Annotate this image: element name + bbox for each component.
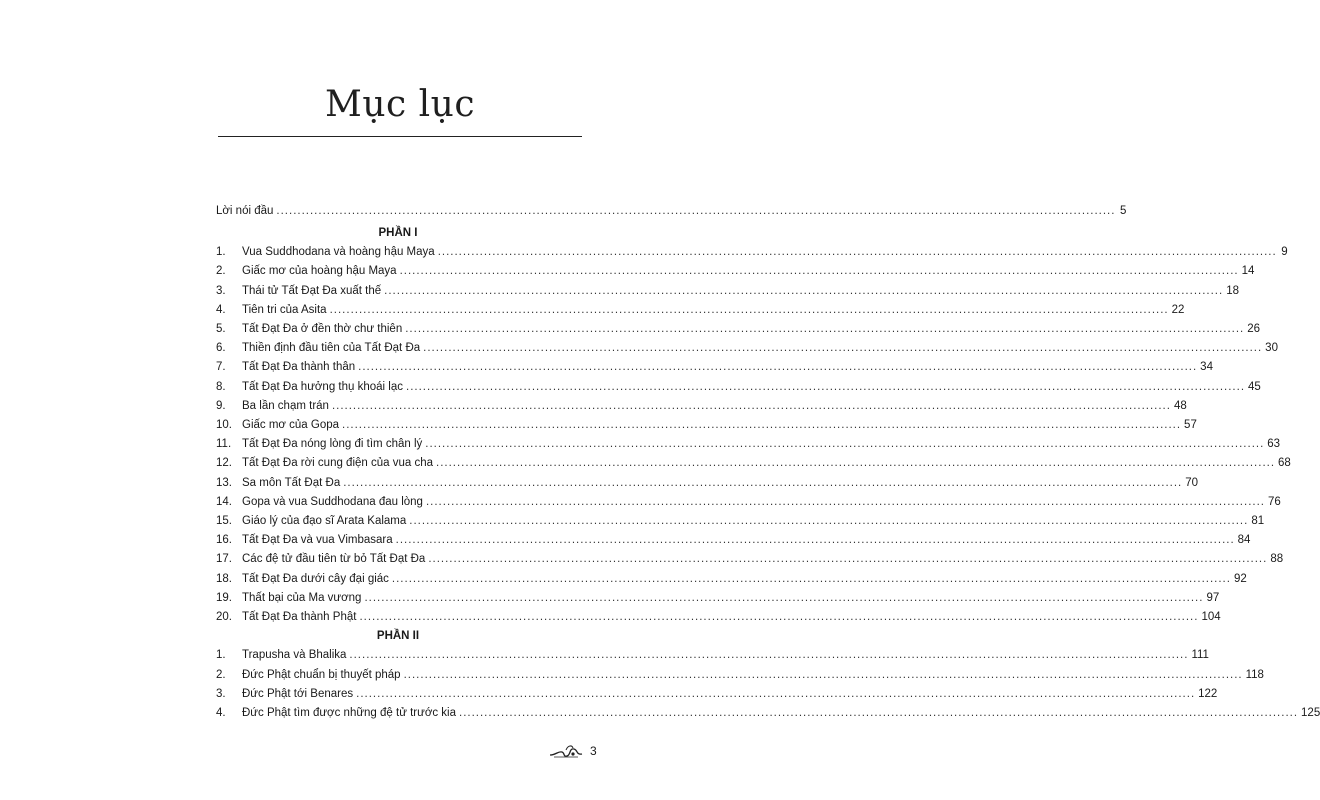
- toc-entry-page: 97: [1206, 591, 1220, 604]
- toc-entry-preface[interactable]: [216, 202, 1127, 221]
- toc-entry-page: 14: [1241, 265, 1255, 278]
- toc-entry-page: 92: [1233, 572, 1247, 585]
- toc-entry[interactable]: [216, 570, 1247, 589]
- toc-entry[interactable]: [216, 243, 1288, 262]
- toc-entry[interactable]: [216, 550, 1284, 569]
- toc-entry-page: 22: [1171, 303, 1185, 316]
- toc-entry-number: 2.: [216, 668, 226, 681]
- toc-entry-label: Tất Đạt Đa và vua Vimbasara: [242, 534, 393, 547]
- toc-entry[interactable]: [216, 474, 1199, 493]
- toc-entry-label: Giấc mơ của hoàng hậu Maya: [242, 265, 397, 278]
- leader-dots: ........................................................................................................................................................................................................: [329, 303, 1169, 316]
- toc-entry-label: Tất Đạt Đa dưới cây đại giác: [242, 572, 389, 585]
- toc-entry-label: Tất Đạt Đa hưởng thụ khoái lạc: [242, 380, 403, 393]
- leader-dots: ........................................................................................................................................................................................................: [436, 457, 1276, 470]
- toc-entry[interactable]: [216, 320, 1261, 339]
- toc-entry[interactable]: [216, 608, 1221, 627]
- leader-dots: ........................................................................................................................................................................................................: [343, 476, 1183, 489]
- leader-dots: ........................................................................................................................................................................................................: [391, 572, 1231, 585]
- leader-dots: ........................................................................................................................................................................................................: [349, 649, 1189, 662]
- toc-entry-number: 3.: [216, 284, 226, 297]
- toc-entry-number: 12.: [216, 457, 232, 470]
- leader-dots: ........................................................................................................................................................................................................: [437, 246, 1277, 259]
- toc-entry[interactable]: [216, 378, 1261, 397]
- toc-entry-number: 9.: [216, 399, 226, 412]
- toc-entry-label: Sa môn Tất Đạt Đa: [242, 476, 341, 489]
- toc-entry[interactable]: [216, 301, 1185, 320]
- toc-entry[interactable]: [216, 704, 1320, 723]
- toc-entry-page: 111: [1191, 649, 1209, 662]
- toc-entry-page: 57: [1184, 419, 1197, 431]
- toc-entry-page: 26: [1247, 323, 1261, 335]
- toc-entry[interactable]: [216, 589, 1220, 608]
- toc-entry-label: Thất bại của Ma vương: [242, 591, 362, 604]
- toc-entry-label: Trapusha và Bhalika: [242, 649, 347, 662]
- toc-entry[interactable]: [216, 282, 1239, 301]
- toc-entry-number: 14.: [216, 495, 232, 508]
- toc-entry-label: Tất Đạt Đa thành Phật: [242, 611, 357, 623]
- toc-entry-page: 5: [1120, 205, 1127, 217]
- toc-entry[interactable]: [216, 416, 1197, 435]
- toc-entry-number: 1.: [216, 246, 226, 259]
- toc-entry[interactable]: [216, 685, 1218, 704]
- leader-dots: ........................................................................................................................................................................................................: [425, 495, 1265, 508]
- toc-entry-label: Tất Đạt Đa ở đền thờ chư thiên: [242, 323, 403, 335]
- toc-entry[interactable]: [216, 339, 1278, 358]
- leader-dots: ........................................................................................................................................................................................................: [384, 284, 1224, 297]
- toc-entry-page: 34: [1200, 361, 1213, 374]
- leader-dots: ........................................................................................................................................................................................................: [395, 534, 1235, 547]
- part-heading: PHẦN II: [376, 630, 420, 643]
- leader-dots: ........................................................................................................................................................................................................: [406, 380, 1246, 393]
- toc-entry-number: 16.: [216, 534, 232, 547]
- toc-entry-number: 19.: [216, 591, 232, 604]
- decorative-flourish-icon: [548, 742, 586, 760]
- leader-dots: ........................................................................................................................................................................................................: [423, 342, 1263, 355]
- toc-entry-number: 5.: [216, 323, 226, 335]
- toc-entry[interactable]: [216, 435, 1281, 454]
- title-divider: [218, 136, 582, 137]
- page-title: Mục lục: [324, 84, 475, 125]
- leader-dots: ........................................................................................................................................................................................................: [356, 687, 1196, 700]
- toc-entry-number: 2.: [216, 265, 226, 278]
- leader-dots: ........................................................................................................................................................................................................: [403, 668, 1243, 681]
- toc-entry-label: Các đệ tử đầu tiên từ bỏ Tất Đạt Đa: [242, 553, 426, 566]
- part-heading: PHẦN I: [378, 227, 418, 239]
- toc-entry-page: 48: [1173, 399, 1187, 412]
- toc-entry-page: 76: [1267, 495, 1281, 508]
- toc-entry-number: 6.: [216, 342, 226, 355]
- leader-dots: ........................................................................................................................................................................................................: [358, 361, 1198, 374]
- toc-entry-number: 20.: [216, 611, 232, 623]
- toc-entry-label: Tất Đạt Đa thành thân: [242, 361, 356, 374]
- toc-entry-page: 30: [1265, 342, 1278, 355]
- toc-entry-label: Tất Đạt Đa nóng lòng đi tìm chân lý: [242, 438, 423, 451]
- toc-entry-label: Tất Đạt Đa rời cung điện của vua cha: [242, 457, 434, 470]
- leader-dots: ........................................................................................................................................................................................................: [399, 265, 1239, 278]
- page-footer: [548, 742, 597, 760]
- leader-dots: ........................................................................................................................................................................................................: [364, 591, 1204, 604]
- leader-dots: ........................................................................................................................................................................................................: [359, 611, 1199, 623]
- toc-entry-number: 4.: [216, 303, 226, 316]
- toc-entry-number: 13.: [216, 476, 232, 489]
- toc-entry-label: Thái tử Tất Đạt Đa xuất thế: [242, 284, 382, 297]
- toc-entry[interactable]: [216, 262, 1255, 281]
- toc-entry-label: Giấc mơ của Gopa: [242, 419, 340, 431]
- toc-entry-page: 63: [1267, 438, 1281, 451]
- toc-entry-label: Tiên tri của Asita: [242, 303, 327, 316]
- leader-dots: ........................................................................................................................................................................................................: [425, 438, 1265, 451]
- toc-entry-page: 18: [1226, 284, 1239, 297]
- toc-entry[interactable]: [216, 493, 1281, 512]
- toc-entry[interactable]: [216, 666, 1264, 685]
- toc-entry-page: 118: [1245, 668, 1264, 681]
- leader-dots: ........................................................................................................................................................................................................: [459, 707, 1299, 719]
- toc-entry-page: 68: [1278, 457, 1291, 470]
- toc-entry-page: 88: [1270, 553, 1284, 566]
- toc-entry-number: 17.: [216, 553, 232, 566]
- toc-entry-number: 7.: [216, 361, 226, 374]
- toc-entry-page: 122: [1198, 687, 1218, 700]
- toc-entry-page: 81: [1251, 515, 1265, 527]
- toc-entry[interactable]: [216, 454, 1291, 473]
- toc-entry-label: Thiền định đầu tiên của Tất Đạt Đa: [242, 342, 421, 355]
- toc-entry[interactable]: [216, 397, 1187, 416]
- toc-entry[interactable]: [216, 358, 1213, 377]
- leader-dots: ........................................................................................................................................................................................................: [342, 419, 1182, 431]
- leader-dots: ........................................................................................................................................................................................................: [276, 205, 1116, 217]
- leader-dots: ........................................................................................................................................................................................................: [409, 515, 1249, 527]
- toc-entry-number: 8.: [216, 380, 226, 393]
- toc-entry-number: 10.: [216, 419, 232, 431]
- toc-entry-label: Giáo lý của đạo sĩ Arata Kalama: [242, 515, 407, 527]
- toc-entry-label: Gopa và vua Suddhodana đau lòng: [242, 495, 423, 508]
- toc-entry[interactable]: [216, 646, 1209, 665]
- toc-entry-page: 9: [1281, 246, 1288, 259]
- leader-dots: ........................................................................................................................................................................................................: [405, 323, 1245, 335]
- toc-entry-label: Lời nói đầu: [216, 205, 274, 217]
- toc-entry-number: 15.: [216, 515, 232, 527]
- page-number: 3: [590, 744, 597, 758]
- toc-entry-label: Đức Phật tới Benares: [242, 687, 354, 700]
- toc-entry-number: 11.: [216, 438, 232, 451]
- toc-entry[interactable]: [216, 531, 1251, 550]
- toc-entry-page: 84: [1237, 534, 1251, 547]
- toc-entry[interactable]: [216, 512, 1265, 531]
- toc-entry-number: 3.: [216, 687, 226, 700]
- toc-entry-label: Ba lần chạm trán: [242, 399, 329, 412]
- toc-entry-page: 45: [1248, 380, 1261, 393]
- toc-entry-label: Đức Phật tìm được những đệ tử trước kia: [242, 707, 457, 719]
- toc-entry-number: 18.: [216, 572, 232, 585]
- toc-entry-page: 104: [1201, 611, 1221, 623]
- toc-entry-page: 125: [1301, 707, 1320, 719]
- leader-dots: ........................................................................................................................................................................................................: [428, 553, 1268, 566]
- toc-entry-label: Vua Suddhodana và hoàng hậu Maya: [242, 246, 435, 259]
- leader-dots: ........................................................................................................................................................................................................: [331, 399, 1171, 412]
- toc-entry-label: Đức Phật chuẩn bị thuyết pháp: [242, 668, 401, 681]
- toc-entry-number: 1.: [216, 649, 226, 662]
- toc-entry-number: 4.: [216, 707, 226, 719]
- toc-entry-page: 70: [1185, 476, 1199, 489]
